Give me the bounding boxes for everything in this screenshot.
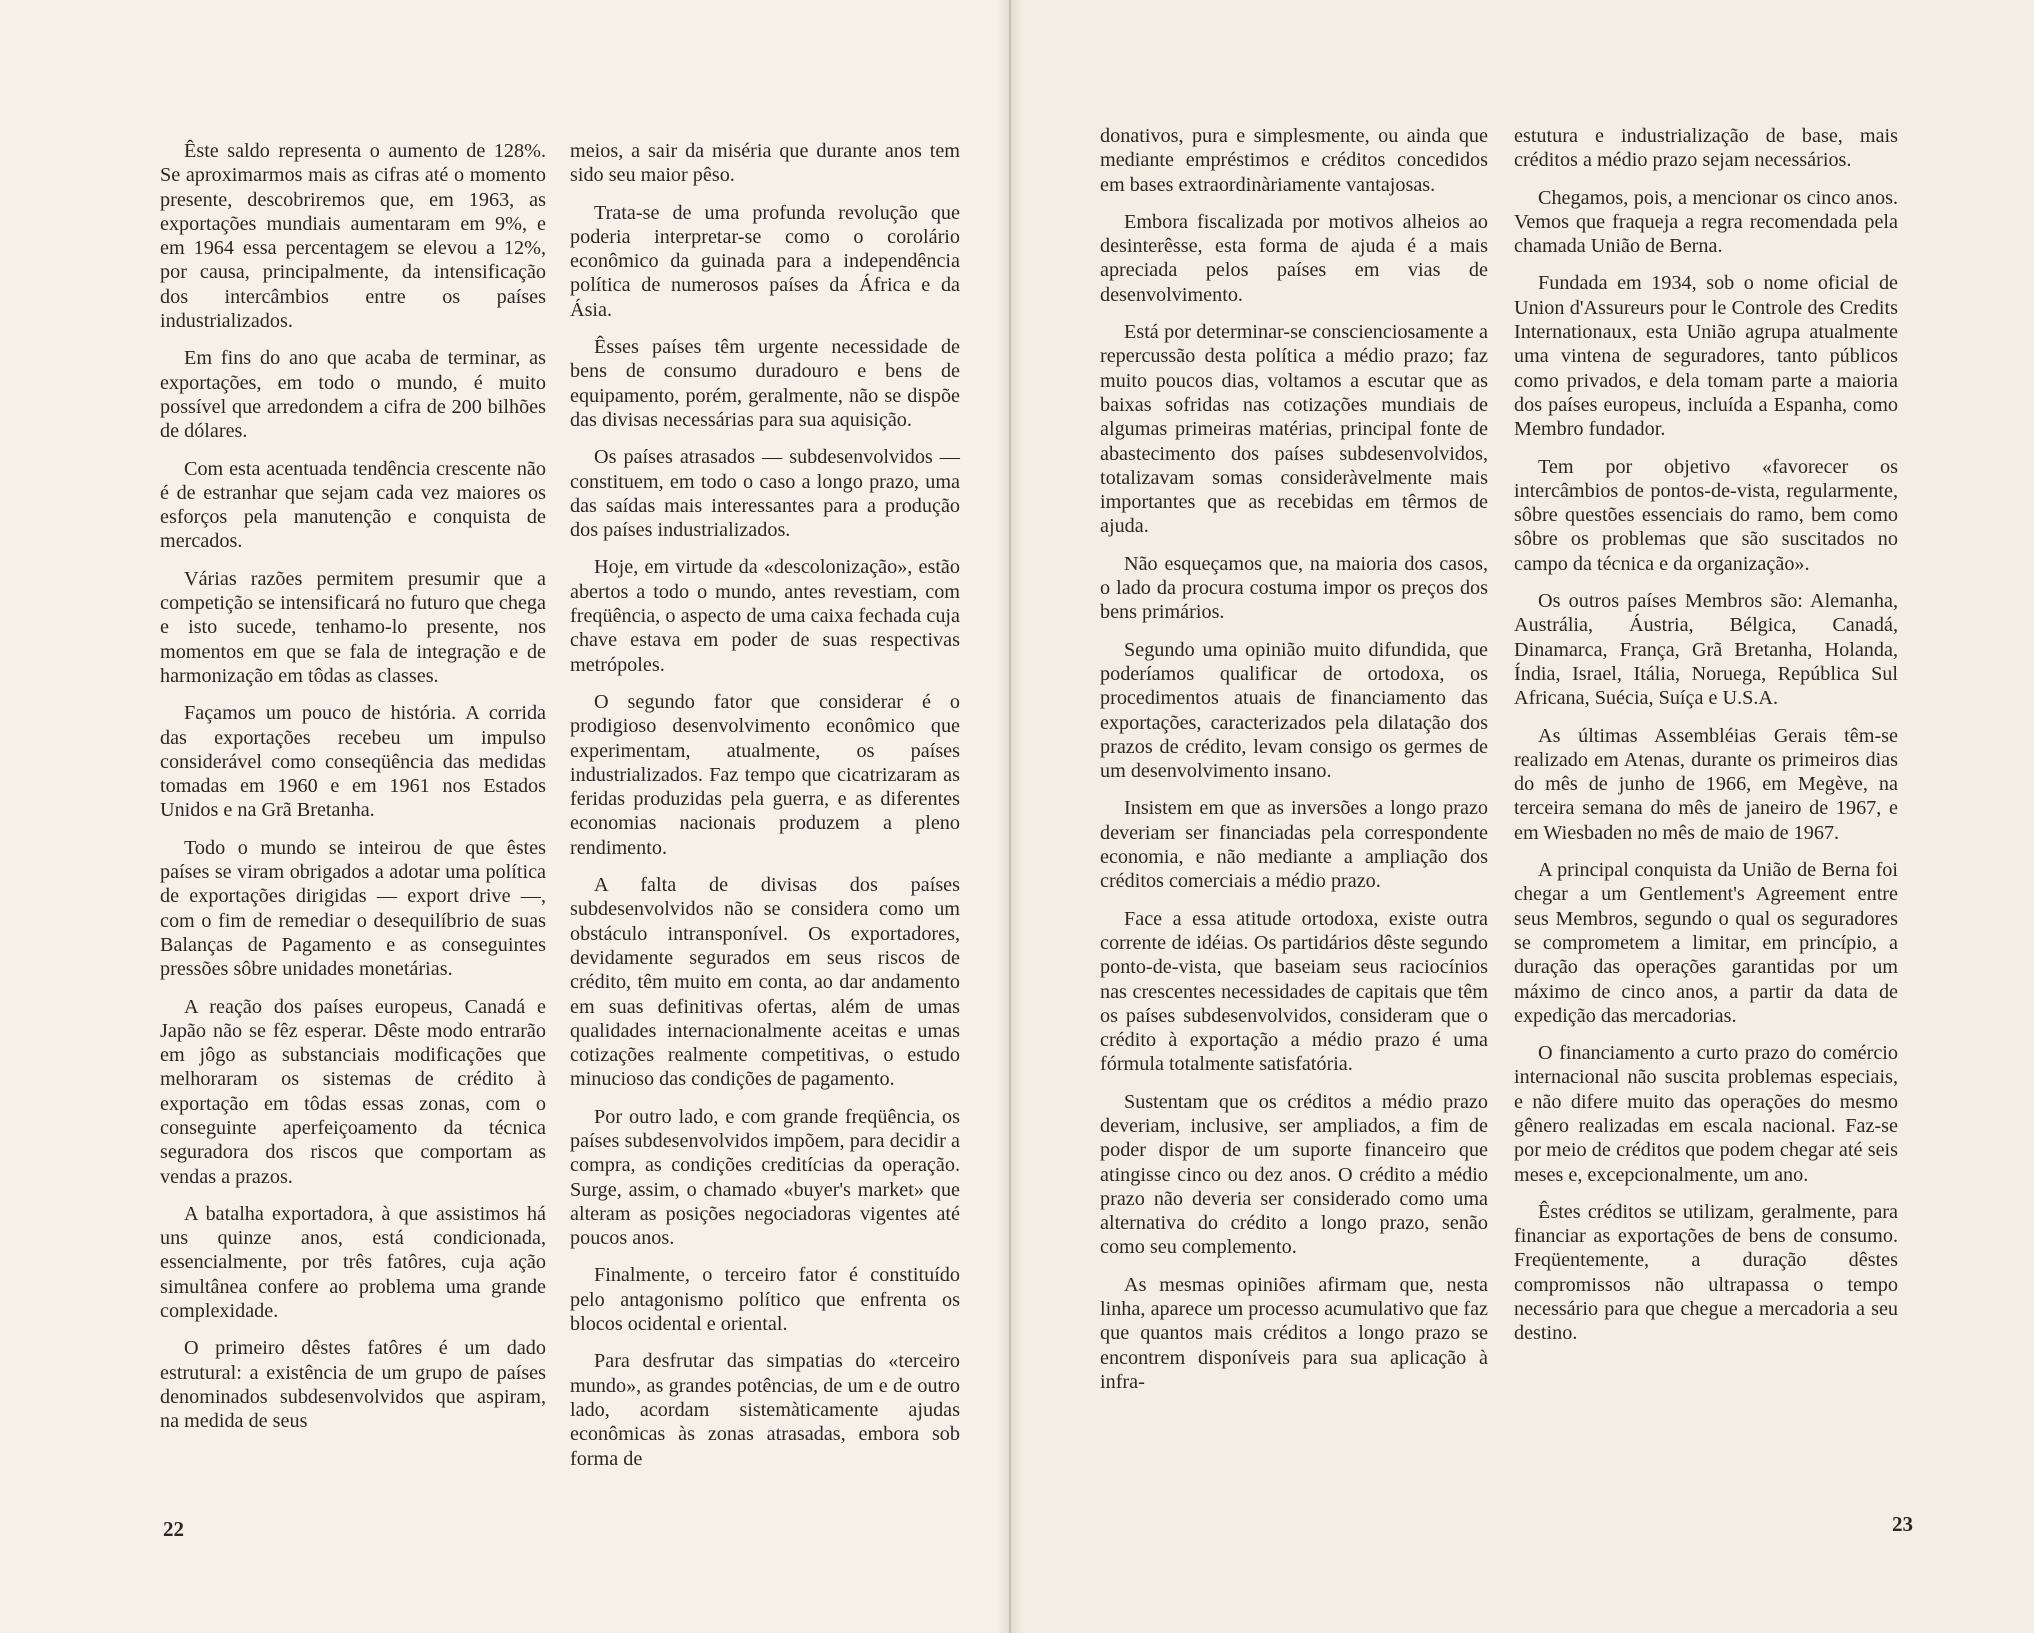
left-page xyxy=(0,0,1010,1633)
paragraph: meios, a sair da miséria que durante anos tem sido seu maior pêso. xyxy=(570,140,960,187)
paragraph: Os países atrasados — subdesenvolvidos — constituem, em todo o caso a longo prazo, uma das saídas mais interessantes para a produção dos países industrializados. xyxy=(570,446,960,542)
paragraph: Em fins do ano que acaba de terminar, as exportações, em todo o mundo, é muito possível que arredondem a cifra de 200 bilhões de dólares. xyxy=(160,347,546,443)
right-page xyxy=(1010,0,2034,1633)
page-number: 23 xyxy=(1892,1512,1913,1536)
paragraph: O segundo fator que considerar é o prodigioso desenvolvimento econômico que experimentam, atualmente, os países industrializados. Faz tempo que cicatrizaram as feridas produzidas pela guerra, e as diferentes economias nacionais produzem a pleno rendimento. xyxy=(570,690,960,859)
paragraph: O primeiro dêstes fatôres é um dado estrutural: a existência de um grupo de países denominados subdesenvolvidos que aspiram, na medida de seus xyxy=(160,1337,546,1433)
left-page-column-1 xyxy=(160,139,546,1447)
paragraph: Por outro lado, e com grande freqüência, os países subdesenvolvidos impõem, para decidir a compra, as condições creditícias da operação. Surge, assim, o chamado «buyer's market» que alteram as posições negociadoras vigentes até poucos anos. xyxy=(570,1105,960,1250)
paragraph: Sustentam que os créditos a médio prazo deveriam, inclusive, ser ampliados, a fim de poder dispor de um suporte financeiro que atingisse cinco ou dez anos. O crédito a médio prazo não deveria ser considerado como uma alternativa do crédito a longo prazo, senão como seu complemento. xyxy=(1100,1090,1488,1259)
paragraph: estutura e industrialização de base, mais créditos a médio prazo sejam necessários. xyxy=(1514,125,1898,172)
paragraph: O financiamento a curto prazo do comércio internacional não suscita problemas especiais, e não difere muito das operações do mesmo gênero realizadas em escala nacional. Faz-se por meio de créditos que podem chegar até seis meses e, excepcionalmente, um ano. xyxy=(1514,1042,1898,1186)
paragraph: Segundo uma opinião muito difundida, que poderíamos qualificar de ortodoxa, os procedimentos atuais de financiamento das exportações, caracterizados pela dilatação dos prazos de crédito, levam consigo os germes de um desenvolvimento insano. xyxy=(1100,638,1488,783)
paragraph: Façamos um pouco de história. A corrida das exportações recebeu um impulso considerável como conseqüência das medidas tomadas em 1960 e em 1961 nos Estados Unidos e na Grã Bretanha. xyxy=(160,702,546,822)
paragraph: Insistem em que as inversões a longo prazo deveriam ser financiadas pela correspondente economia, e não mediante a ampliação dos créditos comerciais a médio prazo. xyxy=(1100,797,1488,893)
paragraph: Êstes créditos se utilizam, geralmente, para financiar as exportações de bens de consumo. Freqüentemente, a duração dêstes compromissos não ultrapassa o tempo necessário para que chegue a mercadoria a seu destino. xyxy=(1514,1200,1898,1345)
book-gutter xyxy=(996,0,1024,1633)
paragraph: Todo o mundo se inteirou de que êstes países se viram obrigados a adotar uma política de exportações dirigidas — export drive —, com o fim de remediar o desequilíbrio de suas Balanças de Pagamento e as conseguintes pressões sôbre unidades monetárias. xyxy=(160,836,546,981)
paragraph: Finalmente, o terceiro fator é constituído pelo antagonismo político que enfrenta os blocos ocidental e oriental. xyxy=(570,1264,960,1336)
paragraph: donativos, pura e simplesmente, ou ainda que mediante empréstimos e créditos concedidos em bases extraordinàriamente vantajosas. xyxy=(1100,125,1488,196)
paragraph: As últimas Assembléias Gerais têm-se realizado em Atenas, durante os primeiros dias do mês de junho de 1966, em Megève, na terceira semana do mês de janeiro de 1967, e em Wiesbaden no mês de maio de 1967. xyxy=(1514,724,1898,844)
right-page-column-2 xyxy=(1514,124,1898,1359)
paragraph: As mesmas opiniões afirmam que, nesta linha, aparece um processo acumulativo que faz que quantos mais créditos a longo prazo se encontrem disponíveis para sua aplicação à infra- xyxy=(1100,1273,1488,1393)
paragraph: A falta de divisas dos países subdesenvolvidos não se considera como um obstáculo intransponível. Os exportadores, devidamente segurados em seus riscos de crédito, têm muito em conta, ao dar andamento em suas definitivas ofertas, além de umas qualidades internacionalmente aceitas e umas cotizações realmente competitivas, o estudo minucioso das condições de pagamento. xyxy=(570,874,960,1091)
paragraph: Hoje, em virtude da «descolonização», estão abertos a todo o mundo, antes revestiam, com freqüência, o aspecto de uma caixa fechada cuja chave estava em poder de suas respectivas metrópoles. xyxy=(570,556,960,676)
paragraph: Face a essa atitude ortodoxa, existe outra corrente de idéias. Os partidários dêste segundo ponto-de-vista, que baseiam seus raciocínios nas crescentes necessidades de capitais que têm os países subdesenvolvidos, consideram que o crédito à exportação a médio prazo é uma fórmula totalmente satisfatória. xyxy=(1100,907,1488,1076)
paragraph: Fundada em 1934, sob o nome oficial de Union d'Assureurs pour le Controle des Credits Internationaux, esta União agrupa atualmente uma vintena de seguradores, tanto públicos como privados, e dela tomam parte a maioria dos países europeus, incluída a Espanha, como Membro fundador. xyxy=(1514,272,1898,441)
paragraph: Está por determinar-se conscienciosamente a repercussão desta política a médio prazo; faz muito poucos dias, voltamos a escutar que as baixas sofridas nas cotizações mundiais de algumas primeiras matérias, principal fonte de abastecimento dos países subdesenvolvidos, totalizavam somas consideràvelmente mais importantes que as recebidas em têrmos de ajuda. xyxy=(1100,321,1488,538)
right-page-column-1 xyxy=(1100,124,1488,1407)
paragraph: Os outros países Membros são: Alemanha, Austrália, Áustria, Bélgica, Canadá, Dinamarca, França, Grã Bretanha, Holanda, Índia, Israel, Itália, Noruega, República Sul Africana, Suécia, Suíça e U.S.A. xyxy=(1514,590,1898,710)
paragraph: Com esta acentuada tendência crescente não é de estranhar que sejam cada vez maiores os esforços pela manutenção e conquista de mercados. xyxy=(160,457,546,553)
paragraph: A reação dos países europeus, Canadá e Japão não se fêz esperar. Dêste modo entrarão em jôgo as substanciais modificações que melhoraram os sistemas de crédito à exportação em tôdas essas zonas, com o conseguinte aperfeiçoamento da técnica seguradora dos riscos que comportam as vendas a prazos. xyxy=(160,995,546,1188)
paragraph: Chegamos, pois, a mencionar os cinco anos. Vemos que fraqueja a regra recomendada pela chamada União de Berna. xyxy=(1514,186,1898,258)
paragraph: Êsses países têm urgente necessidade de bens de consumo duradouro e bens de equipamento, porém, geralmente, não se dispõe das divisas necessárias para sua aquisição. xyxy=(570,336,960,431)
page-number: 22 xyxy=(163,1517,184,1541)
left-page-column-2 xyxy=(570,139,960,1484)
paragraph: Não esqueçamos que, na maioria dos casos, o lado da procura costuma impor os preços dos bens primários. xyxy=(1100,552,1488,624)
paragraph: Êste saldo representa o aumento de 128%. Se aproximarmos mais as cifras até o momento presente, descobriremos que, em 1963, as exportações mundiais aumentaram em 9%, e em 1964 essa percentagem se elevou a 12%, por causa, principalmente, da intensificação dos intercâmbios entre os países industrializados. xyxy=(160,140,546,333)
paragraph: Para desfrutar das simpatias do «terceiro mundo», as grandes potências, de um e de outro lado, acordam sistemàticamente ajudas econômicas às zonas atrasadas, embora sob forma de xyxy=(570,1350,960,1470)
paragraph: Trata-se de uma profunda revolução que poderia interpretar-se como o corolário econômico da guinada para a independência política de numerosos países da África e da Ásia. xyxy=(570,201,960,321)
paragraph: Tem por objetivo «favorecer os intercâmbios de pontos-de-vista, regularmente, sôbre questões essenciais do ramo, bem como sôbre os problemas que são suscitados no campo da técnica e da organização». xyxy=(1514,455,1898,575)
paragraph: Várias razões permitem presumir que a competição se intensificará no futuro que chega e isto sucede, tenhamo-lo presente, nos momentos em que se fala de integração e de harmonização em tôdas as classes. xyxy=(160,567,546,687)
paragraph: A principal conquista da União de Berna foi chegar a um Gentlement's Agreement entre seus Membros, segundo o qual os seguradores se comprometem a limitar, em princípio, a duração das operações garantidas por um máximo de cinco anos, a partir da data de expedição das mercadorias. xyxy=(1514,859,1898,1027)
paragraph: Embora fiscalizada por motivos alheios ao desinterêsse, esta forma de ajuda é a mais apreciada pelos países em vias de desenvolvimento. xyxy=(1100,210,1488,306)
paragraph: A batalha exportadora, à que assistimos há uns quinze anos, está condicionada, essencialmente, por três fatôres, cuja ação simultânea confere ao problema uma grande complexidade. xyxy=(160,1202,546,1323)
